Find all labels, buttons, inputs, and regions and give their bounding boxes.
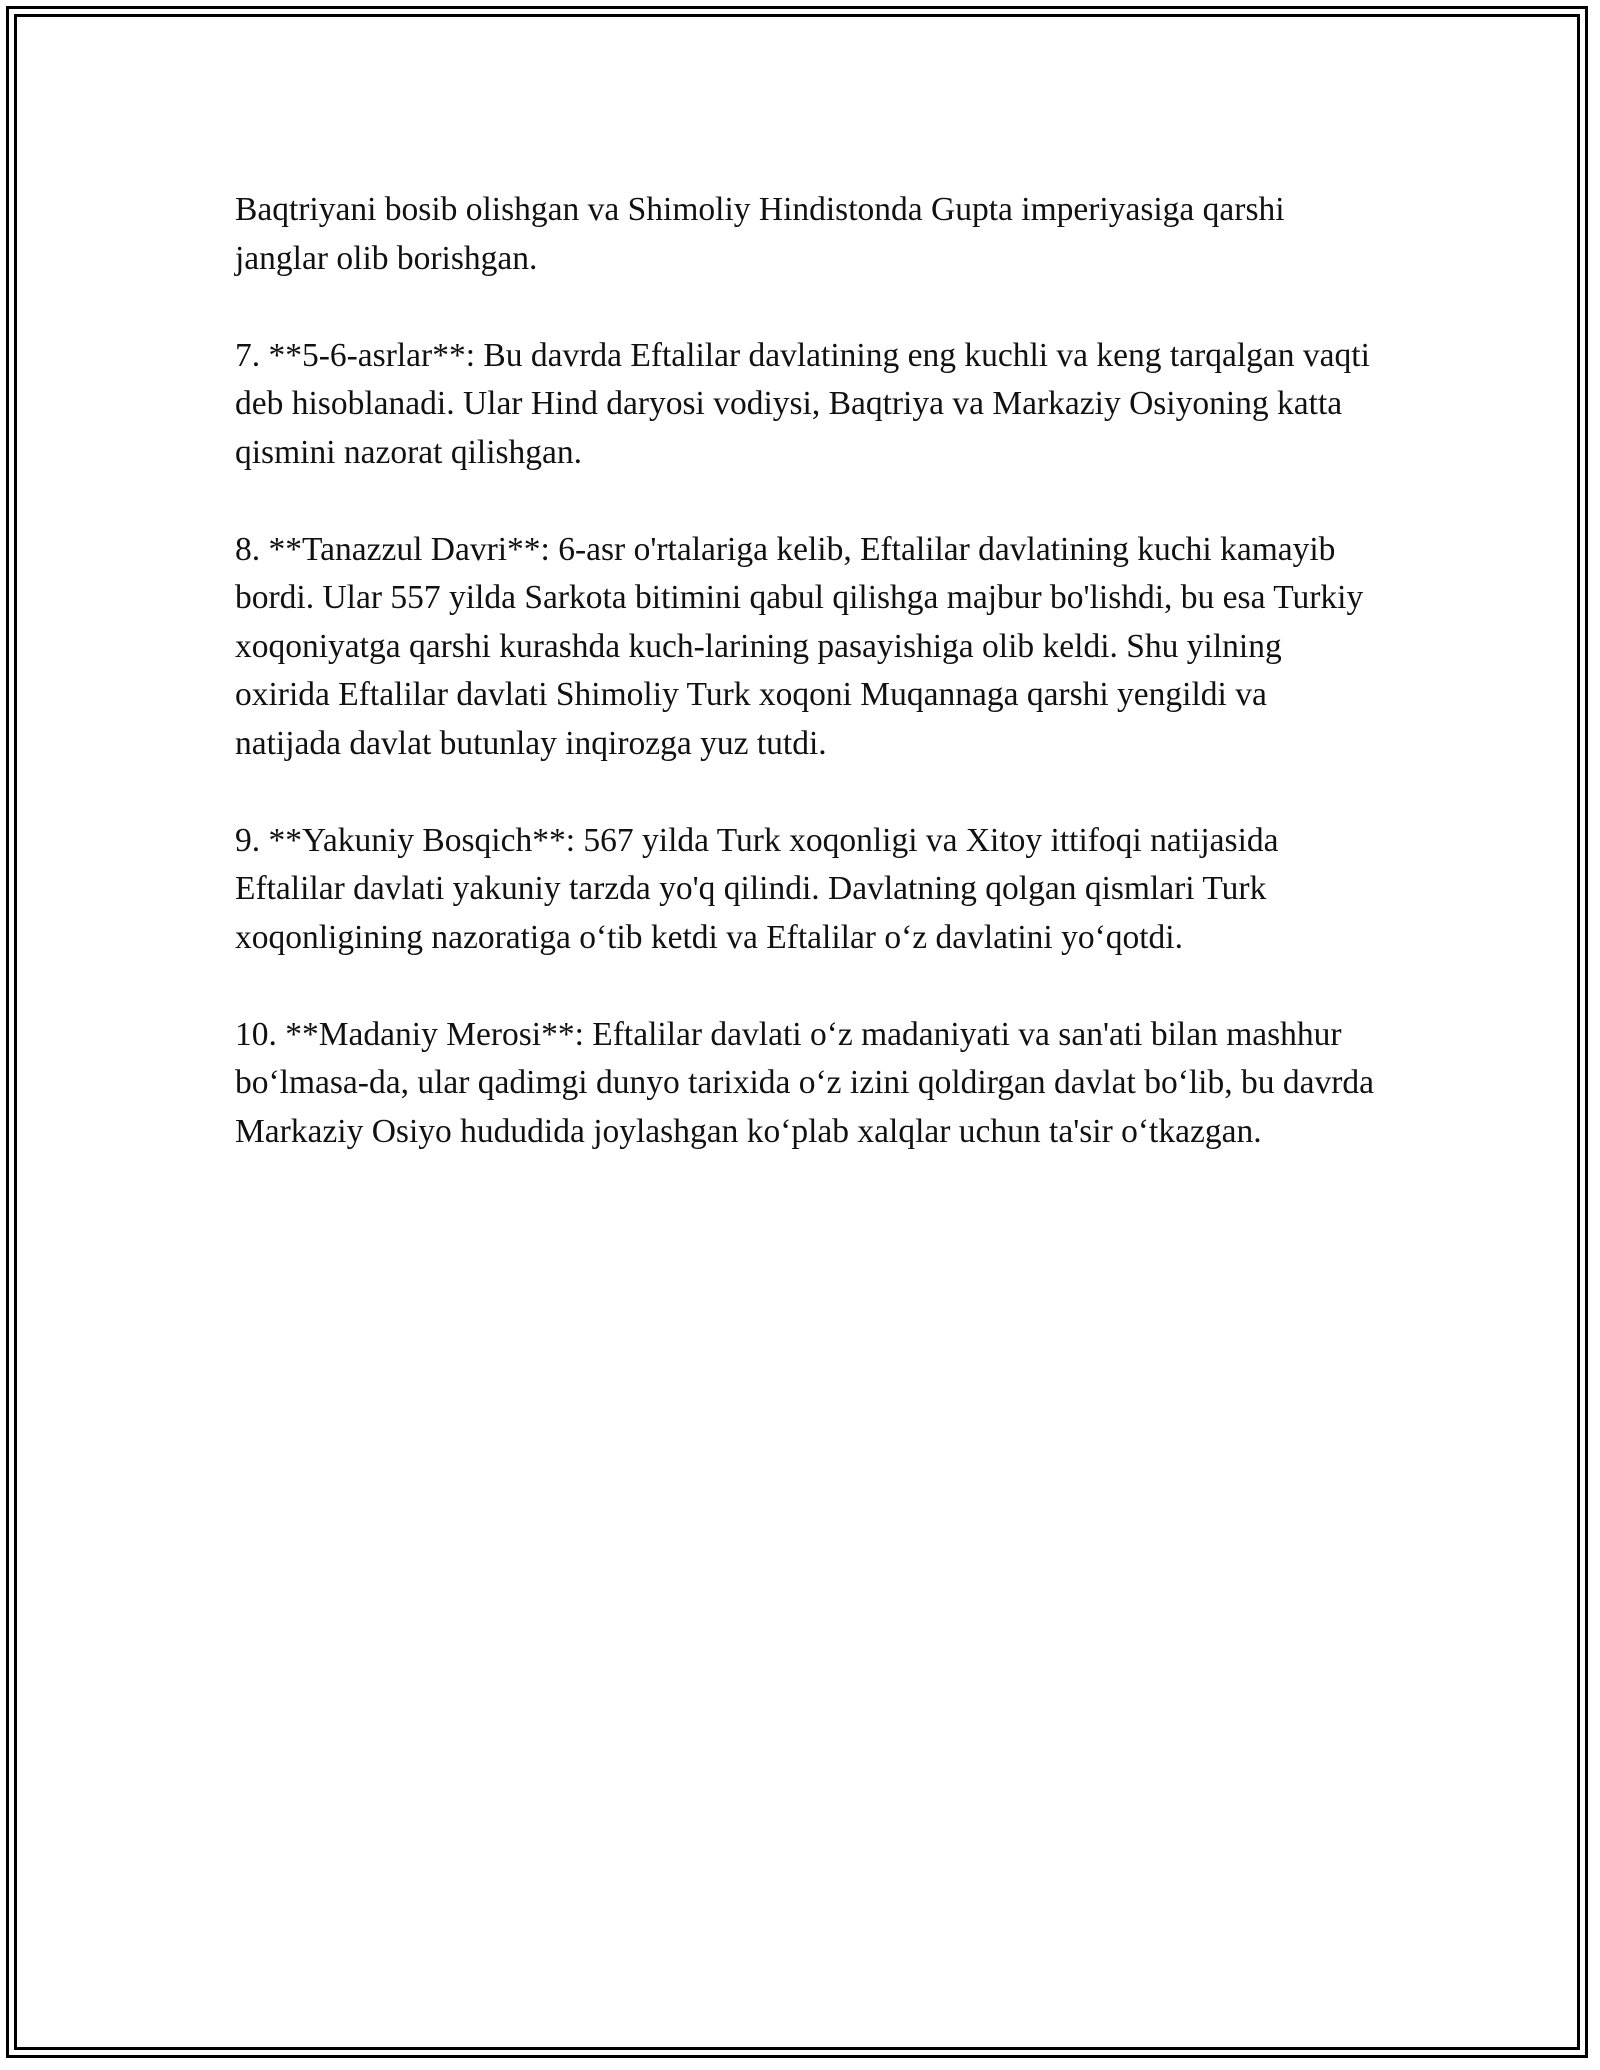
paragraph-intro-continuation: Baqtriyani bosib olishgan va Shimoliy Hindistonda Gupta imperiyasiga qarshi janglar olib borishgan. bbox=[235, 191, 1285, 277]
document-body bbox=[235, 186, 1375, 1205]
paragraph-item-9: 9. **Yakuniy Bosqich**: 567 yilda Turk xoqonligi va Xitoy ittifoqi natijasida Eftalilar davlati yakuniy tarzda yo'q qilindi. Davlatning qolgan qismlari Turk xoqonligining nazoratiga o‘tib ketdi va Eftalilar o‘z davlatini yo‘qotdi. bbox=[235, 821, 1279, 956]
paragraph-item-7: 7. **5-6-asrlar**: Bu davrda Eftalilar davlatining eng kuchli va keng tarqalgan vaqti deb hisoblanadi. Ular Hind daryosi vodiysi, Baqtriya va Markaziy Osiyoning katta qismini nazorat qilishgan. bbox=[235, 336, 1370, 471]
paragraph-item-8: 8. **Tanazzul Davri**: 6-asr o'rtalariga kelib, Eftalilar davlatining kuchi kamayib bordi. Ular 557 yilda Sarkota bitimini qabul qilishga majbur bo'lishdi, bu esa Turkiy xoqoniyatga qarshi kurashda kuch-larining pasayishiga olib keldi. Shu yilning oxirida Eftalilar davlati Shimoliy Turk xoqoni Muqannaga qarshi yengildi va natijada davlat butunlay inqirozga yuz tutdi. bbox=[235, 530, 1364, 762]
paragraph-item-10: 10. **Madaniy Merosi**: Eftalilar davlati o‘z madaniyati va san'ati bilan mashhur bo‘lmasa-da, ular qadimgi dunyo tarixida o‘z izini qoldirgan davlat bo‘lib, bu davrda Markaziy Osiyo hududida joylashgan ko‘plab xalqlar uchun ta'sir o‘tkazgan. bbox=[235, 1015, 1374, 1150]
